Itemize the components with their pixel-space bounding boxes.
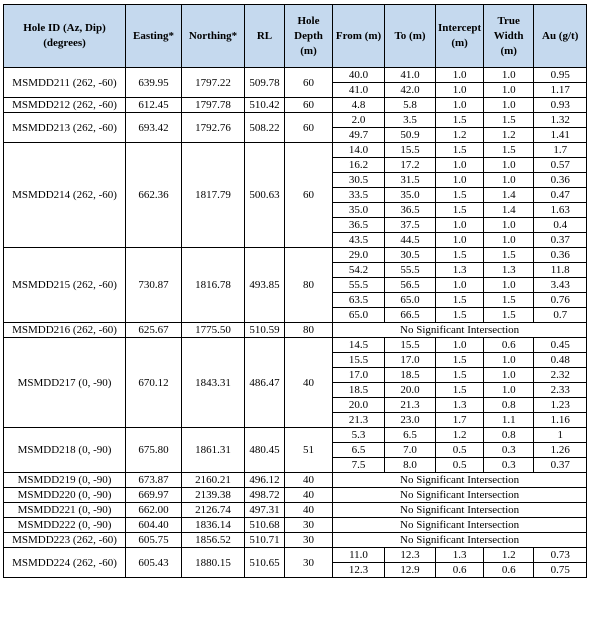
hole-depth-cell: 30 [285, 548, 333, 578]
intercept-cell: 0.5 [436, 443, 484, 458]
rl-cell: 486.47 [245, 338, 285, 428]
hole-id-cell: MSMDD215 (262, -60) [4, 248, 126, 323]
table-row [4, 533, 587, 548]
intercept-cell: 1.7 [436, 413, 484, 428]
hole-depth-cell: 30 [285, 533, 333, 548]
true-width-cell: 1.0 [484, 353, 534, 368]
to-cell: 5.8 [385, 98, 436, 113]
au-cell: 0.7 [534, 308, 587, 323]
hole-depth-cell: 60 [285, 98, 333, 113]
northing-cell: 1880.15 [182, 548, 245, 578]
from-cell: 49.7 [333, 128, 385, 143]
to-cell: 36.5 [385, 203, 436, 218]
from-cell: 35.0 [333, 203, 385, 218]
true-width-cell: 1.0 [484, 83, 534, 98]
true-width-cell: 0.6 [484, 338, 534, 353]
from-cell: 21.3 [333, 413, 385, 428]
from-cell: 7.5 [333, 458, 385, 473]
table-row [4, 113, 587, 128]
to-cell: 17.0 [385, 353, 436, 368]
intercept-cell: 1.5 [436, 143, 484, 158]
rl-cell: 510.42 [245, 98, 285, 113]
au-cell: 1.7 [534, 143, 587, 158]
to-cell: 15.5 [385, 338, 436, 353]
intercept-cell: 1.0 [436, 98, 484, 113]
table-row [4, 548, 587, 563]
au-cell: 0.93 [534, 98, 587, 113]
au-cell: 1.16 [534, 413, 587, 428]
rl-cell: 500.63 [245, 143, 285, 248]
to-cell: 41.0 [385, 68, 436, 83]
to-cell: 17.2 [385, 158, 436, 173]
true-width-cell: 1.3 [484, 263, 534, 278]
table-row [4, 473, 587, 488]
true-width-cell: 0.8 [484, 428, 534, 443]
hole-depth-cell: 40 [285, 473, 333, 488]
no-significant-intersection-cell: No Significant Intersection [333, 323, 587, 338]
from-cell: 41.0 [333, 83, 385, 98]
no-significant-intersection-cell: No Significant Intersection [333, 518, 587, 533]
table-row [4, 323, 587, 338]
intercept-cell: 1.3 [436, 548, 484, 563]
intercept-cell: 1.5 [436, 353, 484, 368]
from-cell: 63.5 [333, 293, 385, 308]
true-width-cell: 1.0 [484, 98, 534, 113]
northing-cell: 1792.76 [182, 113, 245, 143]
intercept-cell: 0.6 [436, 563, 484, 578]
au-cell: 2.32 [534, 368, 587, 383]
intercept-cell: 1.5 [436, 293, 484, 308]
drill-results-table [3, 4, 587, 578]
to-cell: 3.5 [385, 113, 436, 128]
rl-cell: 509.78 [245, 68, 285, 98]
intercept-cell: 1.0 [436, 278, 484, 293]
to-cell: 56.5 [385, 278, 436, 293]
true-width-cell: 0.8 [484, 398, 534, 413]
easting-cell: 669.97 [126, 488, 182, 503]
from-cell: 36.5 [333, 218, 385, 233]
intercept-cell: 1.5 [436, 248, 484, 263]
hole-depth-cell: 40 [285, 338, 333, 428]
au-cell: 0.73 [534, 548, 587, 563]
table-row [4, 503, 587, 518]
hole-id-cell: MSMDD211 (262, -60) [4, 68, 126, 98]
from-cell: 17.0 [333, 368, 385, 383]
au-cell: 11.8 [534, 263, 587, 278]
intercept-cell: 0.5 [436, 458, 484, 473]
intercept-cell: 1.3 [436, 398, 484, 413]
table-row [4, 98, 587, 113]
intercept-cell: 1.5 [436, 368, 484, 383]
from-cell: 6.5 [333, 443, 385, 458]
true-width-cell: 1.0 [484, 218, 534, 233]
true-width-cell: 1.0 [484, 173, 534, 188]
from-cell: 40.0 [333, 68, 385, 83]
to-cell: 30.5 [385, 248, 436, 263]
hole-id-cell: MSMDD224 (262, -60) [4, 548, 126, 578]
true-width-cell: 1.2 [484, 128, 534, 143]
table-row [4, 518, 587, 533]
true-width-cell: 1.5 [484, 248, 534, 263]
hole-id-cell: MSMDD222 (0, -90) [4, 518, 126, 533]
to-cell: 66.5 [385, 308, 436, 323]
intercept-cell: 1.0 [436, 338, 484, 353]
header-northing: Northing* [182, 5, 245, 68]
intercept-cell: 1.5 [436, 308, 484, 323]
true-width-cell: 1.5 [484, 308, 534, 323]
rl-cell: 510.68 [245, 518, 285, 533]
rl-cell: 480.45 [245, 428, 285, 473]
easting-cell: 605.43 [126, 548, 182, 578]
from-cell: 5.3 [333, 428, 385, 443]
au-cell: 0.76 [534, 293, 587, 308]
rl-cell: 497.31 [245, 503, 285, 518]
au-cell: 3.43 [534, 278, 587, 293]
true-width-cell: 0.6 [484, 563, 534, 578]
to-cell: 37.5 [385, 218, 436, 233]
hole-id-cell: MSMDD216 (262, -60) [4, 323, 126, 338]
table-row [4, 143, 587, 158]
intercept-cell: 1.0 [436, 173, 484, 188]
from-cell: 30.5 [333, 173, 385, 188]
au-cell: 0.36 [534, 248, 587, 263]
au-cell: 0.45 [534, 338, 587, 353]
rl-cell: 508.22 [245, 113, 285, 143]
true-width-cell: 1.5 [484, 293, 534, 308]
to-cell: 65.0 [385, 293, 436, 308]
northing-cell: 1817.79 [182, 143, 245, 248]
table-row [4, 428, 587, 443]
true-width-cell: 0.3 [484, 443, 534, 458]
hole-id-cell: MSMDD218 (0, -90) [4, 428, 126, 473]
intercept-cell: 1.0 [436, 158, 484, 173]
to-cell: 31.5 [385, 173, 436, 188]
true-width-cell: 1.0 [484, 68, 534, 83]
true-width-cell: 1.4 [484, 188, 534, 203]
to-cell: 15.5 [385, 143, 436, 158]
au-cell: 1.23 [534, 398, 587, 413]
rl-cell: 498.72 [245, 488, 285, 503]
intercept-cell: 1.0 [436, 68, 484, 83]
to-cell: 6.5 [385, 428, 436, 443]
from-cell: 15.5 [333, 353, 385, 368]
au-cell: 0.4 [534, 218, 587, 233]
easting-cell: 639.95 [126, 68, 182, 98]
from-cell: 2.0 [333, 113, 385, 128]
au-cell: 0.75 [534, 563, 587, 578]
au-cell: 0.47 [534, 188, 587, 203]
hole-id-cell: MSMDD219 (0, -90) [4, 473, 126, 488]
au-cell: 0.37 [534, 458, 587, 473]
true-width-cell: 1.0 [484, 383, 534, 398]
to-cell: 20.0 [385, 383, 436, 398]
to-cell: 55.5 [385, 263, 436, 278]
true-width-cell: 1.4 [484, 203, 534, 218]
easting-cell: 693.42 [126, 113, 182, 143]
northing-cell: 2139.38 [182, 488, 245, 503]
intercept-cell: 1.2 [436, 128, 484, 143]
to-cell: 18.5 [385, 368, 436, 383]
table-row [4, 248, 587, 263]
from-cell: 12.3 [333, 563, 385, 578]
true-width-cell: 0.3 [484, 458, 534, 473]
intercept-cell: 1.5 [436, 203, 484, 218]
easting-cell: 612.45 [126, 98, 182, 113]
intercept-cell: 1.5 [436, 113, 484, 128]
easting-cell: 604.40 [126, 518, 182, 533]
true-width-cell: 1.0 [484, 233, 534, 248]
hole-id-cell: MSMDD214 (262, -60) [4, 143, 126, 248]
true-width-cell: 1.0 [484, 368, 534, 383]
au-cell: 1.32 [534, 113, 587, 128]
au-cell: 0.36 [534, 173, 587, 188]
rl-cell: 496.12 [245, 473, 285, 488]
from-cell: 20.0 [333, 398, 385, 413]
hole-depth-cell: 40 [285, 503, 333, 518]
no-significant-intersection-cell: No Significant Intersection [333, 488, 587, 503]
au-cell: 0.48 [534, 353, 587, 368]
to-cell: 44.5 [385, 233, 436, 248]
to-cell: 50.9 [385, 128, 436, 143]
easting-cell: 662.00 [126, 503, 182, 518]
hole-id-cell: MSMDD212 (262, -60) [4, 98, 126, 113]
northing-cell: 1775.50 [182, 323, 245, 338]
easting-cell: 625.67 [126, 323, 182, 338]
true-width-cell: 1.2 [484, 548, 534, 563]
easting-cell: 730.87 [126, 248, 182, 323]
northing-cell: 2160.21 [182, 473, 245, 488]
true-width-cell: 1.0 [484, 158, 534, 173]
northing-cell: 1797.22 [182, 68, 245, 98]
true-width-cell: 1.5 [484, 113, 534, 128]
intercept-cell: 1.2 [436, 428, 484, 443]
from-cell: 16.2 [333, 158, 385, 173]
au-cell: 1.63 [534, 203, 587, 218]
intercept-cell: 1.0 [436, 83, 484, 98]
from-cell: 14.0 [333, 143, 385, 158]
no-significant-intersection-cell: No Significant Intersection [333, 473, 587, 488]
to-cell: 42.0 [385, 83, 436, 98]
true-width-cell: 1.0 [484, 278, 534, 293]
table-body [4, 68, 587, 578]
header-to: To (m) [385, 5, 436, 68]
northing-cell: 1816.78 [182, 248, 245, 323]
northing-cell: 1797.78 [182, 98, 245, 113]
from-cell: 29.0 [333, 248, 385, 263]
hole-id-cell: MSMDD223 (262, -60) [4, 533, 126, 548]
rl-cell: 510.59 [245, 323, 285, 338]
from-cell: 14.5 [333, 338, 385, 353]
hole-depth-cell: 80 [285, 323, 333, 338]
true-width-cell: 1.5 [484, 143, 534, 158]
au-cell: 1 [534, 428, 587, 443]
header-hole-depth: Hole Depth (m) [285, 5, 333, 68]
header-rl: RL [245, 5, 285, 68]
intercept-cell: 1.5 [436, 383, 484, 398]
rl-cell: 493.85 [245, 248, 285, 323]
header-row [4, 5, 587, 68]
header-hole-id: Hole ID (Az, Dip) (degrees) [4, 5, 126, 68]
from-cell: 4.8 [333, 98, 385, 113]
au-cell: 1.41 [534, 128, 587, 143]
easting-cell: 673.87 [126, 473, 182, 488]
hole-depth-cell: 60 [285, 143, 333, 248]
from-cell: 65.0 [333, 308, 385, 323]
to-cell: 12.3 [385, 548, 436, 563]
to-cell: 12.9 [385, 563, 436, 578]
from-cell: 18.5 [333, 383, 385, 398]
to-cell: 8.0 [385, 458, 436, 473]
intercept-cell: 1.0 [436, 218, 484, 233]
no-significant-intersection-cell: No Significant Intersection [333, 533, 587, 548]
to-cell: 23.0 [385, 413, 436, 428]
rl-cell: 510.71 [245, 533, 285, 548]
northing-cell: 2126.74 [182, 503, 245, 518]
easting-cell: 670.12 [126, 338, 182, 428]
header-from: From (m) [333, 5, 385, 68]
no-significant-intersection-cell: No Significant Intersection [333, 503, 587, 518]
from-cell: 55.5 [333, 278, 385, 293]
northing-cell: 1836.14 [182, 518, 245, 533]
au-cell: 1.26 [534, 443, 587, 458]
easting-cell: 605.75 [126, 533, 182, 548]
northing-cell: 1843.31 [182, 338, 245, 428]
au-cell: 0.95 [534, 68, 587, 83]
to-cell: 7.0 [385, 443, 436, 458]
header-au: Au (g/t) [534, 5, 587, 68]
easting-cell: 662.36 [126, 143, 182, 248]
au-cell: 0.37 [534, 233, 587, 248]
from-cell: 54.2 [333, 263, 385, 278]
au-cell: 0.57 [534, 158, 587, 173]
hole-depth-cell: 51 [285, 428, 333, 473]
hole-depth-cell: 60 [285, 113, 333, 143]
header-true-width: True Width (m) [484, 5, 534, 68]
table-row [4, 488, 587, 503]
intercept-cell: 1.5 [436, 188, 484, 203]
au-cell: 1.17 [534, 83, 587, 98]
from-cell: 11.0 [333, 548, 385, 563]
header-intercept: Intercept (m) [436, 5, 484, 68]
table-row [4, 68, 587, 83]
hole-id-cell: MSMDD217 (0, -90) [4, 338, 126, 428]
rl-cell: 510.65 [245, 548, 285, 578]
intercept-cell: 1.3 [436, 263, 484, 278]
header-easting: Easting* [126, 5, 182, 68]
northing-cell: 1861.31 [182, 428, 245, 473]
easting-cell: 675.80 [126, 428, 182, 473]
hole-id-cell: MSMDD213 (262, -60) [4, 113, 126, 143]
from-cell: 33.5 [333, 188, 385, 203]
true-width-cell: 1.1 [484, 413, 534, 428]
hole-id-cell: MSMDD221 (0, -90) [4, 503, 126, 518]
hole-depth-cell: 80 [285, 248, 333, 323]
hole-id-cell: MSMDD220 (0, -90) [4, 488, 126, 503]
northing-cell: 1856.52 [182, 533, 245, 548]
intercept-cell: 1.0 [436, 233, 484, 248]
hole-depth-cell: 60 [285, 68, 333, 98]
to-cell: 35.0 [385, 188, 436, 203]
hole-depth-cell: 40 [285, 488, 333, 503]
from-cell: 43.5 [333, 233, 385, 248]
au-cell: 2.33 [534, 383, 587, 398]
table-row [4, 338, 587, 353]
hole-depth-cell: 30 [285, 518, 333, 533]
to-cell: 21.3 [385, 398, 436, 413]
